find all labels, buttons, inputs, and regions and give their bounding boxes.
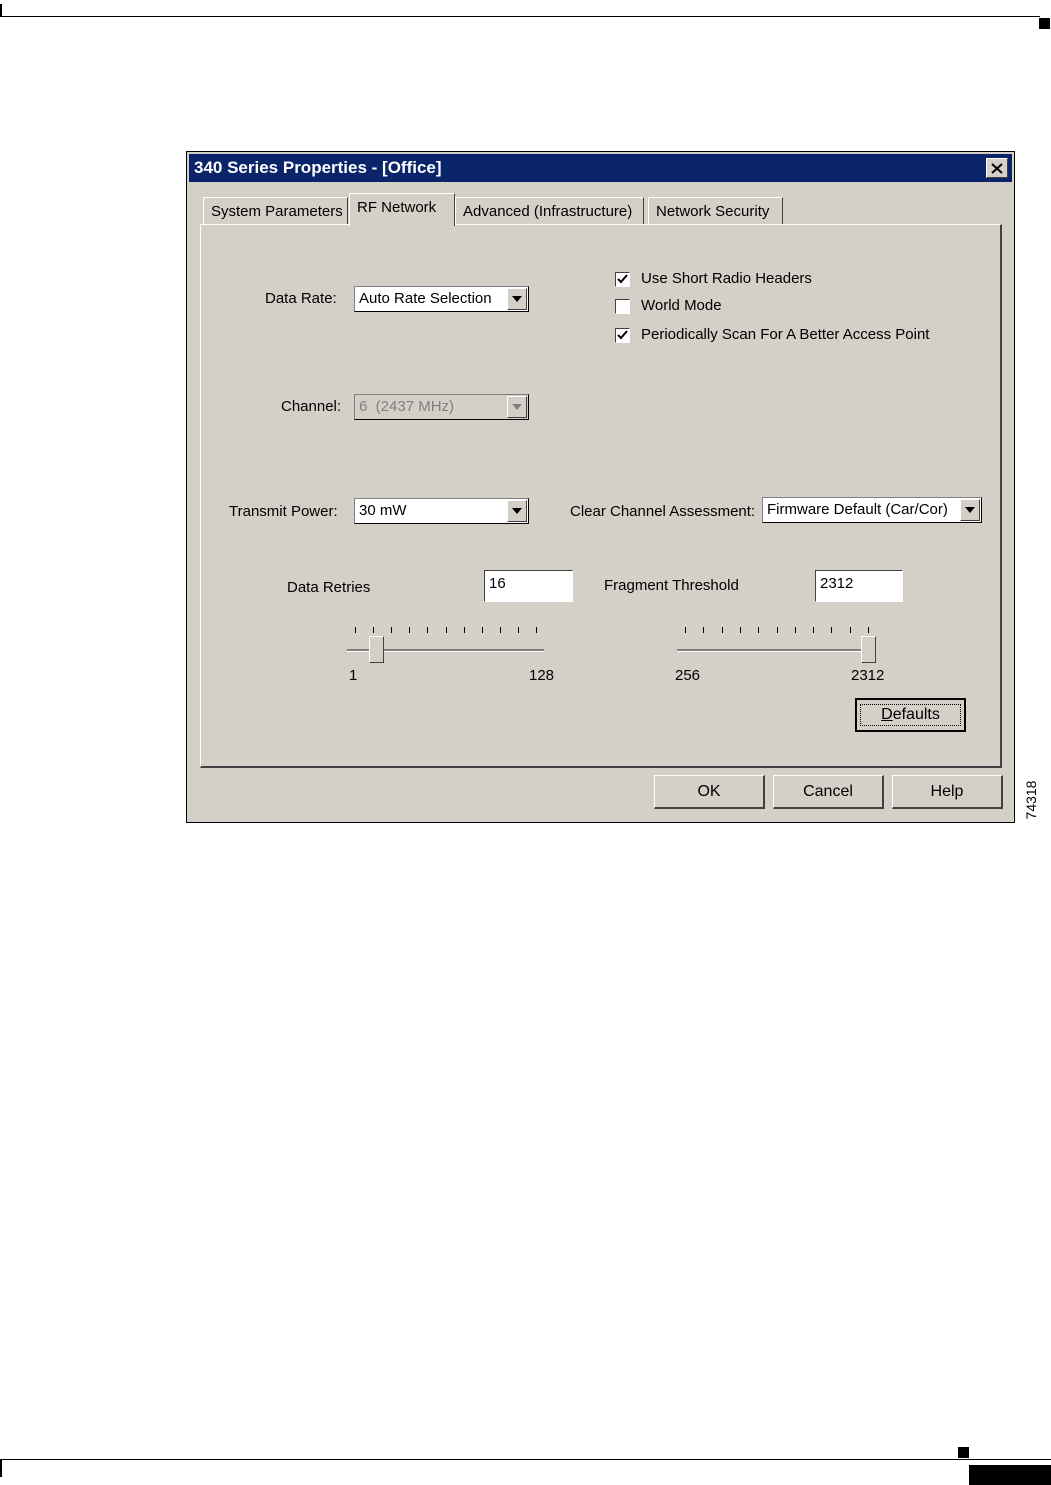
data-rate-value: Auto Rate Selection (359, 290, 492, 307)
slider-tick (758, 627, 759, 633)
slider-tick (722, 627, 723, 633)
page-number-tab (969, 1465, 1051, 1485)
ok-button[interactable] (654, 775, 765, 809)
slider-tick (446, 627, 447, 633)
page-footer-rule (0, 1459, 1051, 1460)
slider-tick (464, 627, 465, 633)
slider-tick (740, 627, 741, 633)
checkmark-icon (616, 329, 629, 342)
properties-dialog (186, 151, 1015, 823)
cancel-button[interactable] (773, 775, 884, 809)
close-x-icon (991, 163, 1003, 174)
chevron-down-icon (512, 508, 522, 514)
tab-rf-network[interactable] (349, 193, 455, 226)
slider-tick (813, 627, 814, 633)
dropdown-button (507, 396, 527, 418)
tab-network-security[interactable] (648, 197, 783, 224)
tab-label: System Parameters (211, 203, 343, 220)
use-short-radio-headers-checkbox[interactable] (615, 272, 630, 287)
tab-advanced-infrastructure[interactable] (455, 197, 644, 224)
fragment-threshold-value: 2312 (820, 575, 854, 592)
slider-tick (795, 627, 796, 633)
cca-select[interactable] (762, 497, 982, 523)
slider-tick (500, 627, 501, 633)
help-button[interactable] (892, 775, 1003, 809)
periodic-scan-checkbox[interactable] (615, 328, 630, 343)
data-retries-value: 16 (489, 575, 506, 592)
world-mode-checkbox[interactable] (615, 299, 630, 314)
title-bar[interactable] (189, 154, 1012, 182)
transmit-power-label: Transmit Power: (229, 503, 338, 520)
slider-tick (831, 627, 832, 633)
data-retries-label: Data Retries (287, 579, 371, 596)
figure-number (1024, 778, 1038, 822)
defaults-button[interactable] (855, 698, 966, 732)
page-corner-mark (958, 1447, 969, 1458)
tab-label: Advanced (Infrastructure) (463, 203, 633, 220)
slider-track (677, 649, 876, 652)
tab-system-parameters[interactable] (203, 197, 348, 224)
slider-tick (409, 627, 410, 633)
figure-number-text: 74318 (1023, 780, 1039, 820)
cca-value: Firmware Default (Car/Cor) (767, 501, 948, 518)
data-retries-min-label: 1 (349, 667, 358, 684)
periodic-scan-label: Periodically Scan For A Better Access Point (641, 326, 930, 343)
transmit-power-select[interactable] (354, 498, 529, 524)
channel-select (354, 394, 529, 420)
chevron-down-icon (512, 296, 522, 302)
accelerator-letter: D (881, 706, 893, 723)
cca-label: Clear Channel Assessment: (570, 503, 756, 520)
channel-label: Channel: (281, 398, 342, 415)
defaults-label (860, 704, 961, 726)
checkmark-icon (616, 273, 629, 286)
slider-tick (685, 627, 686, 633)
slider-tick (703, 627, 704, 633)
page-header-rule (0, 16, 1040, 17)
page-corner-mark (1039, 18, 1050, 29)
data-retries-input[interactable] (484, 570, 573, 602)
slider-tick (482, 627, 483, 633)
page-rule-tick (0, 1459, 2, 1477)
chevron-down-icon (965, 507, 975, 513)
dropdown-button[interactable] (507, 500, 527, 522)
world-mode-label: World Mode (641, 297, 722, 314)
tab-label: Network Security (656, 203, 770, 220)
transmit-power-value: 30 mW (359, 502, 407, 519)
dropdown-button[interactable] (960, 499, 980, 521)
chevron-down-icon (512, 404, 522, 410)
slider-tick (373, 627, 374, 633)
close-button[interactable] (986, 158, 1008, 178)
slider-tick (427, 627, 428, 633)
slider-tick (518, 627, 519, 633)
slider-tick (536, 627, 537, 633)
cancel-label: Cancel (803, 782, 853, 800)
dropdown-button[interactable] (507, 288, 527, 310)
data-rate-label: Data Rate: (265, 290, 337, 307)
fragment-threshold-input[interactable] (815, 570, 903, 602)
slider-tick (355, 627, 356, 633)
tab-label: RF Network (357, 199, 437, 216)
slider-tick (850, 627, 851, 633)
use-short-radio-headers-label: Use Short Radio Headers (641, 270, 812, 287)
channel-value: 6 (2437 MHz) (359, 398, 455, 415)
ok-label: OK (697, 782, 721, 800)
slider-thumb[interactable] (861, 636, 876, 663)
data-retries-max-label: 128 (529, 667, 555, 684)
dialog-title: 340 Series Properties - [Office] (194, 158, 442, 177)
data-rate-select[interactable] (354, 286, 529, 312)
fragment-threshold-min-label: 256 (675, 667, 701, 684)
slider-thumb[interactable] (369, 636, 384, 663)
fragment-threshold-label: Fragment Threshold (604, 577, 739, 594)
fragment-threshold-max-label: 2312 (851, 667, 885, 684)
defaults-label-rest: efaults (892, 706, 940, 723)
slider-tick (391, 627, 392, 633)
help-label: Help (930, 782, 964, 800)
slider-tick (777, 627, 778, 633)
slider-tick (868, 627, 869, 633)
